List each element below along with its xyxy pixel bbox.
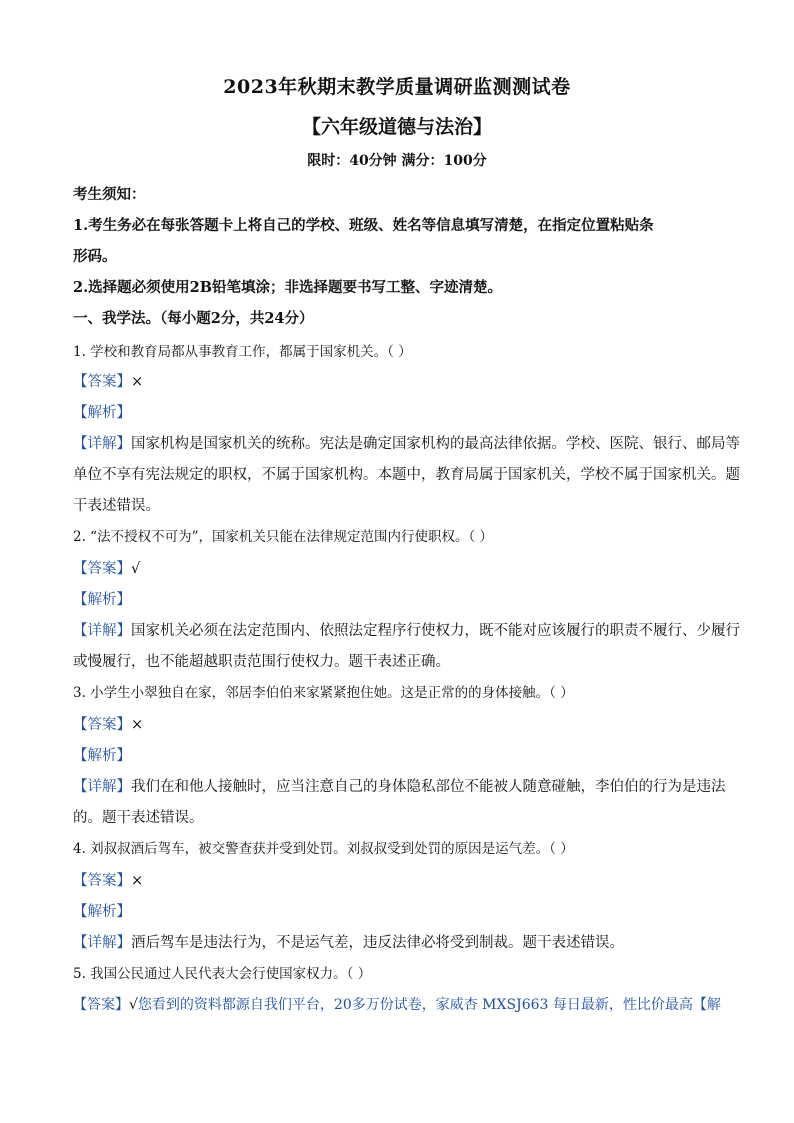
answer-value: ×	[131, 717, 144, 733]
question-3-stem: 3. 小学生小翠独自在家，邻居李伯伯来家紧紧抱住她。这是正常的的身体接触。（ ）	[73, 685, 574, 701]
question-4-stem: 4. 刘叔叔酒后驾车，被交警查获并受到处罚。刘叔叔受到处罚的原因是运气差。（ ）	[73, 841, 574, 857]
question-1-detail-line-3: 干表述错误。	[73, 498, 160, 514]
detail-label: 【详解】	[73, 779, 131, 795]
exam-title: 2023年秋期末教学质量调研监测测试卷	[223, 76, 571, 98]
question-5-stem: 5. 我国公民通过人民代表大会行使国家权力。（ ）	[73, 966, 372, 982]
notice-item-1: 1.考生务必在每张答题卡上将自己的学校、班级、姓名等信息填写清楚，在指定位置粘贴条	[73, 217, 654, 234]
question-3-analysis-label: 【解析】	[73, 748, 131, 764]
answer-label: 【答案】	[73, 374, 131, 390]
question-2-analysis-label: 【解析】	[73, 592, 131, 608]
detail-label: 【详解】	[73, 935, 131, 951]
answer-label: 【答案】	[73, 561, 131, 577]
question-2-detail	[73, 619, 740, 640]
exam-subtitle: 【六年级道德与法治】	[301, 116, 492, 138]
question-4-answer	[73, 869, 733, 890]
question-2-answer	[73, 557, 733, 578]
detail-text: 国家机关必须在法定范围内、依照法定程序行使权力，既不能对应该履行的职责不履行、少履行	[131, 623, 740, 639]
question-3-detail-line-2: 的。题干表述错误。	[73, 810, 204, 826]
time-score-line: 限时：40分钟 满分：100分	[307, 153, 487, 169]
question-1-detail-line-2: 单位不享有宪法规定的职权，不属于国家机构。本题中，教育局属于国家机关，学校不属于国家机关。题	[73, 467, 740, 483]
detail-label: 【详解】	[73, 436, 131, 452]
question-1-answer	[73, 370, 733, 391]
answer-value: ×	[131, 873, 144, 889]
watermark-text: 您看到的资料都源自我们平台，20多万份试卷，家威杏 MXSJ663 每日最新，性比价最高【解	[137, 997, 721, 1013]
section-1-heading: 一、我学法。（每小题2分，共24分）	[73, 310, 314, 327]
answer-value: √	[131, 561, 141, 577]
detail-label: 【详解】	[73, 623, 131, 639]
detail-text: 国家机构是国家机关的统称。宪法是确定国家机构的最高法律依据。学校、医院、银行、邮局等	[131, 436, 740, 452]
answer-label: 【答案】	[73, 873, 131, 889]
notice-item-2: 2.选择题必须使用2B铅笔填涂；非选择题要书写工整、字迹清楚。	[73, 279, 502, 296]
question-2-detail-line-2: 或慢履行，也不能超越职责范围行使权力。题干表述正确。	[73, 654, 450, 670]
question-1-detail	[73, 432, 740, 453]
question-4-analysis-label: 【解析】	[73, 904, 131, 920]
detail-text: 我们在和他人接触时，应当注意自己的身体隐私部位不能被人随意碰触，李伯伯的行为是违法	[131, 779, 726, 795]
question-4-detail	[73, 931, 733, 952]
question-1-analysis-label: 【解析】	[73, 405, 131, 421]
question-2-stem: 2. “法不授权不可为”，国家机关只能在法律规定范围内行使职权。（ ）	[73, 529, 494, 545]
question-3-answer	[73, 713, 733, 734]
notice-item-1-cont: 形码。	[73, 248, 117, 265]
question-1-stem: 1. 学校和教育局都从事教育工作，都属于国家机关。（ ）	[73, 344, 412, 360]
detail-text: 酒后驾车是违法行为，不是运气差，违反法律必将受到制裁。题干表述错误。	[131, 935, 624, 951]
answer-label: 【答案】	[73, 997, 129, 1013]
answer-value: ×	[131, 374, 144, 390]
question-5-answer	[73, 994, 733, 1014]
notice-heading: 考生须知：	[73, 186, 146, 203]
answer-label: 【答案】	[73, 717, 131, 733]
answer-value: √	[129, 997, 138, 1013]
question-3-detail	[73, 775, 733, 796]
